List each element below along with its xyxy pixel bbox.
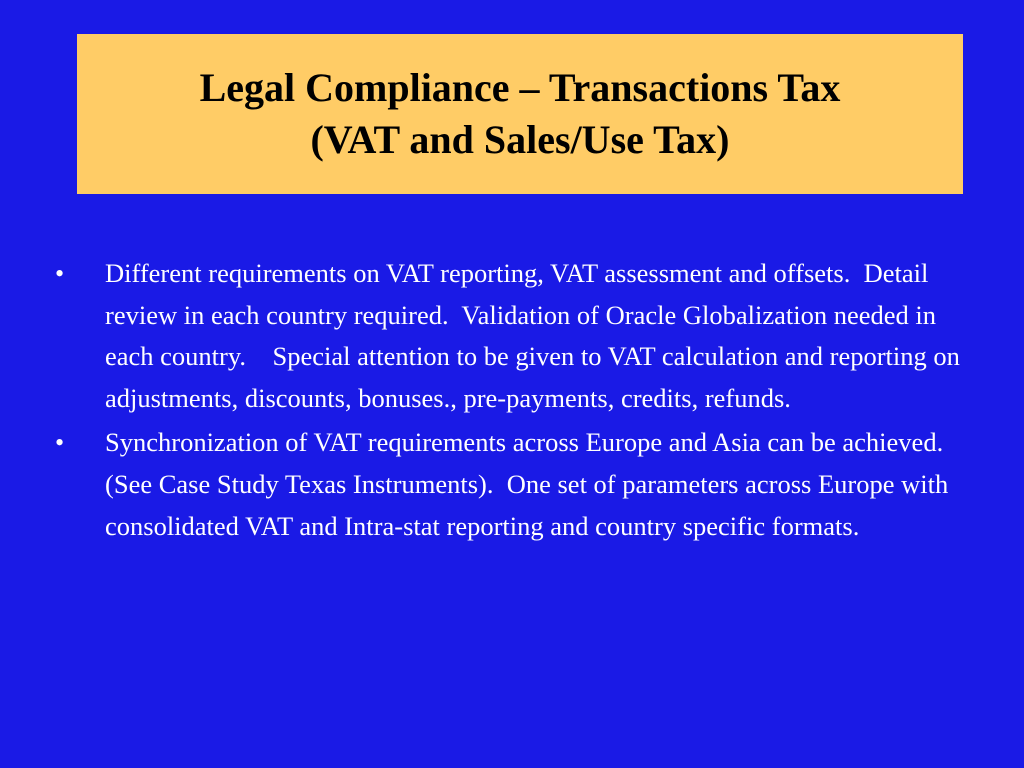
bullet-text: Synchronization of VAT requirements across Europe and Asia can be achieved. (See Case Study Texas Instruments). One set of parameters across Europe with consolidated VAT and Intra-stat reporting and country specific formats.	[105, 427, 957, 541]
bullet-list	[55, 253, 975, 550]
slide-title	[200, 62, 841, 166]
title-box	[77, 34, 963, 194]
bullet-item	[55, 253, 975, 419]
bullet-icon: •	[55, 259, 65, 288]
bullet-icon: •	[55, 428, 65, 458]
bullet-text: Different requirements on VAT reporting, VAT assessment and offsets. Detail review in each country required. Validation of Oracle Globalization needed in each country. Special attention to be given to VAT calculation and reporting on adjustments, discounts, bonuses., pre-payments, credits, refunds.	[105, 258, 967, 413]
slide-title-line-1: Legal Compliance – Transactions Tax	[199, 65, 841, 110]
bullet-item	[55, 422, 975, 547]
slide-title-line-2: (VAT and Sales/Use Tax)	[310, 117, 730, 162]
